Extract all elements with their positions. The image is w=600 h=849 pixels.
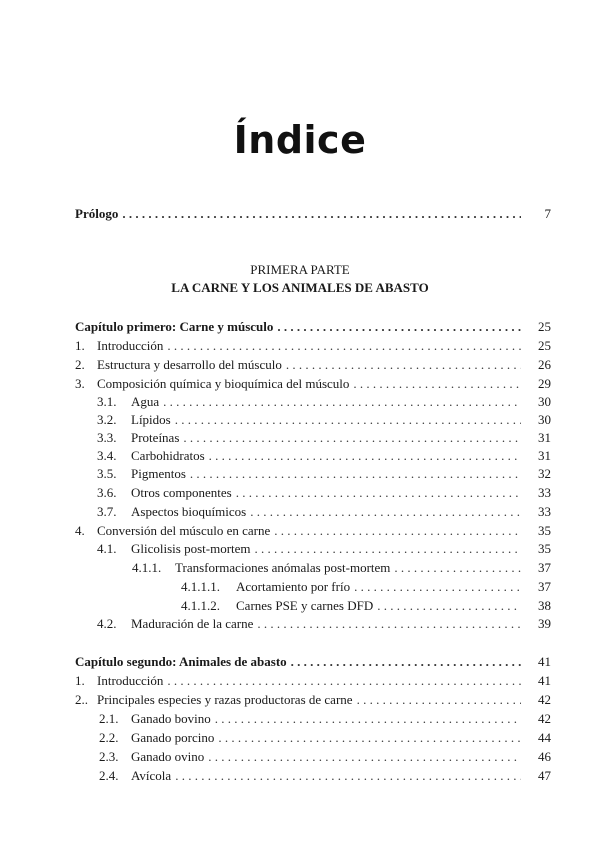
toc-page: 46 bbox=[538, 749, 551, 764]
toc-page: 31 bbox=[538, 448, 551, 463]
toc-number: 4.1.1.2. bbox=[181, 598, 220, 613]
toc-entry[interactable] bbox=[97, 393, 551, 411]
toc-entry[interactable] bbox=[97, 411, 551, 429]
toc-page: 37 bbox=[538, 560, 551, 575]
dot-leader bbox=[163, 393, 521, 411]
toc-page: 30 bbox=[538, 394, 551, 409]
part-subtitle: LA CARNE Y LOS ANIMALES DE ABASTO bbox=[171, 280, 429, 295]
toc-number: 4.1. bbox=[97, 541, 117, 556]
dot-leader bbox=[274, 522, 521, 540]
toc-number: 4.1.1.1. bbox=[181, 579, 220, 594]
toc-label: Avícola bbox=[131, 768, 172, 783]
toc-page: 39 bbox=[538, 616, 551, 631]
toc-entry-prologo[interactable] bbox=[75, 205, 551, 223]
dot-leader bbox=[291, 653, 521, 671]
toc-label: Ganado porcino bbox=[131, 730, 215, 745]
toc-entry[interactable] bbox=[75, 691, 551, 709]
toc-number: 2.3. bbox=[99, 749, 119, 764]
dot-leader bbox=[394, 559, 521, 577]
dot-leader bbox=[175, 411, 521, 429]
toc-page: 29 bbox=[538, 376, 551, 391]
toc-entry[interactable] bbox=[97, 540, 551, 558]
toc-entry[interactable] bbox=[99, 729, 551, 747]
toc-label: Lípidos bbox=[131, 412, 171, 427]
toc-page: 7 bbox=[544, 206, 551, 221]
toc-entry[interactable] bbox=[75, 522, 551, 540]
toc-entry[interactable] bbox=[97, 429, 551, 447]
toc-page: 35 bbox=[538, 541, 551, 556]
dot-leader bbox=[255, 540, 521, 558]
toc-number: 4. bbox=[75, 523, 85, 538]
dot-leader bbox=[277, 318, 521, 336]
toc-label: Pigmentos bbox=[131, 466, 186, 481]
toc-label: Ganado bovino bbox=[131, 711, 211, 726]
toc-page: 47 bbox=[538, 768, 551, 783]
toc-number: 3.6. bbox=[97, 485, 117, 500]
toc-entry[interactable] bbox=[132, 559, 551, 577]
toc-chapter-2[interactable] bbox=[75, 653, 551, 671]
toc-label: Ganado ovino bbox=[131, 749, 205, 764]
toc-label: Otros componentes bbox=[131, 485, 232, 500]
toc-number: 2. bbox=[75, 357, 85, 372]
toc-number: 3. bbox=[75, 376, 85, 391]
chapter-title: Capítulo primero: Carne y músculo bbox=[75, 319, 274, 334]
toc-page: 41 bbox=[538, 654, 551, 669]
dot-leader bbox=[167, 672, 521, 690]
toc-entry[interactable] bbox=[99, 767, 551, 785]
toc-label: Carnes PSE y carnes DFD bbox=[236, 598, 374, 613]
toc-entry[interactable] bbox=[99, 710, 551, 728]
toc-label: Acortamiento por frío bbox=[236, 579, 351, 594]
toc-label: Glicolisis post-mortem bbox=[131, 541, 251, 556]
toc-page: 32 bbox=[538, 466, 551, 481]
toc-entry[interactable] bbox=[99, 748, 551, 766]
toc-page: 44 bbox=[538, 730, 551, 745]
toc-number: 3.7. bbox=[97, 504, 117, 519]
part-heading: PRIMERA PARTE bbox=[250, 262, 350, 277]
dot-leader bbox=[215, 710, 521, 728]
toc-number: 4.2. bbox=[97, 616, 117, 631]
toc-entry[interactable] bbox=[97, 484, 551, 502]
chapter-title: Capítulo segundo: Animales de abasto bbox=[75, 654, 287, 669]
dot-leader bbox=[175, 767, 521, 785]
dot-leader bbox=[167, 337, 521, 355]
dot-leader bbox=[250, 503, 521, 521]
toc-entry[interactable] bbox=[97, 503, 551, 521]
toc-page: 35 bbox=[538, 523, 551, 538]
toc-number: 3.3. bbox=[97, 430, 117, 445]
toc-entry[interactable] bbox=[75, 375, 551, 393]
toc-page: 31 bbox=[538, 430, 551, 445]
toc-entry[interactable] bbox=[97, 615, 551, 633]
toc-chapter-1[interactable] bbox=[75, 318, 551, 336]
toc-label: Aspectos bioquímicos bbox=[131, 504, 247, 519]
toc-number: 1. bbox=[75, 673, 85, 688]
toc-label: Prólogo bbox=[75, 206, 119, 221]
toc-number: 3.5. bbox=[97, 466, 117, 481]
toc-number: 3.2. bbox=[97, 412, 117, 427]
dot-leader bbox=[208, 748, 521, 766]
toc-entry[interactable] bbox=[181, 578, 551, 596]
toc-number: 1. bbox=[75, 338, 85, 353]
toc-label: Conversión del músculo en carne bbox=[97, 523, 271, 538]
toc-label: Carbohidratos bbox=[131, 448, 205, 463]
toc-page: 37 bbox=[538, 579, 551, 594]
dot-leader bbox=[286, 356, 521, 374]
toc-label: Principales especies y razas productoras de carne bbox=[97, 692, 353, 707]
toc-page: 38 bbox=[538, 598, 551, 613]
toc-page: 41 bbox=[538, 673, 551, 688]
dot-leader bbox=[209, 447, 521, 465]
dot-leader bbox=[257, 615, 521, 633]
toc-number: 2.. bbox=[75, 692, 88, 707]
toc-entry[interactable] bbox=[181, 597, 551, 615]
dot-leader bbox=[190, 465, 521, 483]
toc-number: 4.1.1. bbox=[132, 560, 162, 575]
toc-page: 33 bbox=[538, 504, 551, 519]
toc-number: 3.1. bbox=[97, 394, 117, 409]
toc-label: Proteínas bbox=[131, 430, 180, 445]
toc-page: 26 bbox=[538, 357, 551, 372]
toc-label: Introducción bbox=[97, 673, 164, 688]
dot-leader bbox=[183, 429, 521, 447]
toc-page: 25 bbox=[538, 319, 551, 334]
toc-number: 2.4. bbox=[99, 768, 119, 783]
toc-label: Maduración de la carne bbox=[131, 616, 254, 631]
toc-page: 33 bbox=[538, 485, 551, 500]
dot-leader bbox=[357, 691, 521, 709]
toc-number: 3.4. bbox=[97, 448, 117, 463]
toc-entry[interactable] bbox=[97, 447, 551, 465]
dot-leader bbox=[354, 578, 521, 596]
toc-label: Introducción bbox=[97, 338, 164, 353]
toc-label: Composición química y bioquímica del músculo bbox=[97, 376, 350, 391]
page-title: Índice bbox=[233, 118, 367, 162]
dot-leader bbox=[218, 729, 521, 747]
toc-entry[interactable] bbox=[97, 465, 551, 483]
toc-number: 2.1. bbox=[99, 711, 119, 726]
dot-leader bbox=[377, 597, 521, 615]
toc-entry[interactable] bbox=[75, 672, 551, 690]
toc-entry[interactable] bbox=[75, 337, 551, 355]
toc-label: Agua bbox=[131, 394, 160, 409]
toc-label: Estructura y desarrollo del músculo bbox=[97, 357, 282, 372]
toc-page: 42 bbox=[538, 711, 551, 726]
toc-page: 30 bbox=[538, 412, 551, 427]
dot-leader bbox=[236, 484, 521, 502]
dot-leader bbox=[353, 375, 521, 393]
toc-number: 2.2. bbox=[99, 730, 119, 745]
toc-page: 25 bbox=[538, 338, 551, 353]
toc-page: 42 bbox=[538, 692, 551, 707]
toc-label: Transformaciones anómalas post-mortem bbox=[175, 560, 391, 575]
toc-entry[interactable] bbox=[75, 356, 551, 374]
dot-leader bbox=[122, 205, 521, 223]
